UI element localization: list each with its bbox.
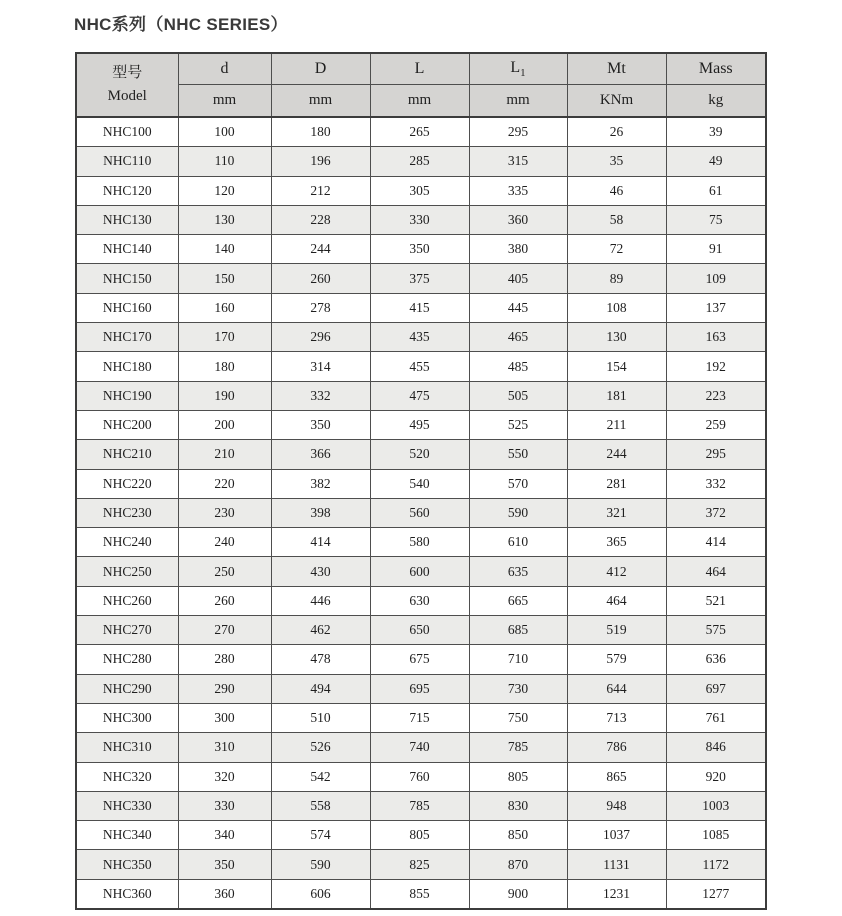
table-row [76,557,766,586]
value-cell: 405 [469,264,567,293]
value-cell: 644 [567,674,666,703]
value-cell: 212 [271,176,370,205]
model-cell: NHC150 [76,264,178,293]
value-cell: 380 [469,235,567,264]
model-cell: NHC190 [76,381,178,410]
value-cell: 372 [666,498,766,527]
value-cell: 697 [666,674,766,703]
value-cell: 72 [567,235,666,264]
model-cell: NHC300 [76,703,178,732]
header-unit-L1: mm [469,85,567,118]
table-row [76,498,766,527]
table-row [76,616,766,645]
header-col-Mt: Mt [567,53,666,85]
value-cell: 180 [271,117,370,147]
model-cell: NHC110 [76,147,178,176]
value-cell: 196 [271,147,370,176]
value-cell: 398 [271,498,370,527]
value-cell: 505 [469,381,567,410]
value-cell: 540 [370,469,469,498]
table-row [76,528,766,557]
value-cell: 365 [567,528,666,557]
table-row [76,821,766,850]
value-cell: 675 [370,645,469,674]
value-cell: 310 [178,733,271,762]
value-cell: 494 [271,674,370,703]
value-cell: 850 [469,821,567,850]
value-cell: 220 [178,469,271,498]
table-row [76,703,766,732]
value-cell: 108 [567,293,666,322]
value-cell: 137 [666,293,766,322]
value-cell: 366 [271,440,370,469]
value-cell: 244 [271,235,370,264]
value-cell: 26 [567,117,666,147]
value-cell: 61 [666,176,766,205]
value-cell: 150 [178,264,271,293]
value-cell: 49 [666,147,766,176]
value-cell: 230 [178,498,271,527]
value-cell: 730 [469,674,567,703]
value-cell: 855 [370,879,469,909]
table-row [76,264,766,293]
value-cell: 91 [666,235,766,264]
model-cell: NHC130 [76,205,178,234]
table-row [76,645,766,674]
header-unit-D: mm [271,85,370,118]
model-cell: NHC250 [76,557,178,586]
model-cell: NHC330 [76,791,178,820]
model-cell: NHC200 [76,410,178,439]
value-cell: 870 [469,850,567,879]
value-cell: 160 [178,293,271,322]
value-cell: 574 [271,821,370,850]
value-cell: 285 [370,147,469,176]
value-cell: 270 [178,616,271,645]
value-cell: 415 [370,293,469,322]
value-cell: 314 [271,352,370,381]
header-col-L1: $L_1$ [469,53,567,85]
table-row [76,147,766,176]
value-cell: 296 [271,323,370,352]
value-cell: 520 [370,440,469,469]
value-cell: 260 [271,264,370,293]
value-cell: 89 [567,264,666,293]
model-cell: NHC340 [76,821,178,850]
value-cell: 610 [469,528,567,557]
value-cell: 575 [666,616,766,645]
spec-table [75,52,767,910]
value-cell: 636 [666,645,766,674]
value-cell: 300 [178,703,271,732]
value-cell: 210 [178,440,271,469]
value-cell: 228 [271,205,370,234]
value-cell: 240 [178,528,271,557]
value-cell: 900 [469,879,567,909]
model-cell: NHC240 [76,528,178,557]
header-model-en: Model [107,88,147,104]
value-cell: 1037 [567,821,666,850]
table-row [76,323,766,352]
value-cell: 464 [666,557,766,586]
value-cell: 350 [271,410,370,439]
value-cell: 360 [469,205,567,234]
value-cell: 830 [469,791,567,820]
value-cell: 305 [370,176,469,205]
value-cell: 1277 [666,879,766,909]
value-cell: 462 [271,616,370,645]
table-header [76,53,766,117]
table-row [76,293,766,322]
value-cell: 130 [178,205,271,234]
table-row [76,235,766,264]
table-row [76,674,766,703]
value-cell: 295 [666,440,766,469]
value-cell: 321 [567,498,666,527]
value-cell: 485 [469,352,567,381]
value-cell: 465 [469,323,567,352]
value-cell: 260 [178,586,271,615]
value-cell: 525 [469,410,567,439]
value-cell: 414 [271,528,370,557]
page-title: NHC系列（NHC SERIES） [74,15,288,34]
value-cell: 786 [567,733,666,762]
value-cell: 846 [666,733,766,762]
value-cell: 445 [469,293,567,322]
value-cell: 350 [370,235,469,264]
value-cell: 519 [567,616,666,645]
model-cell: NHC180 [76,352,178,381]
value-cell: 710 [469,645,567,674]
model-cell: NHC160 [76,293,178,322]
model-cell: NHC210 [76,440,178,469]
value-cell: 100 [178,117,271,147]
value-cell: 495 [370,410,469,439]
model-cell: NHC350 [76,850,178,879]
value-cell: 250 [178,557,271,586]
table-row [76,410,766,439]
model-cell: NHC360 [76,879,178,909]
table-row [76,205,766,234]
model-cell: NHC310 [76,733,178,762]
header-unit-d: mm [178,85,271,118]
table-row [76,850,766,879]
value-cell: 211 [567,410,666,439]
value-cell: 920 [666,762,766,791]
table-row [76,791,766,820]
value-cell: 350 [178,850,271,879]
value-cell: 35 [567,147,666,176]
value-cell: 713 [567,703,666,732]
model-cell: NHC100 [76,117,178,147]
value-cell: 761 [666,703,766,732]
table-body [76,117,766,909]
model-cell: NHC140 [76,235,178,264]
value-cell: 375 [370,264,469,293]
value-cell: 805 [370,821,469,850]
value-cell: 948 [567,791,666,820]
value-cell: 290 [178,674,271,703]
value-cell: 650 [370,616,469,645]
value-cell: 1131 [567,850,666,879]
value-cell: 330 [370,205,469,234]
value-cell: 75 [666,205,766,234]
value-cell: 478 [271,645,370,674]
value-cell: 579 [567,645,666,674]
value-cell: 414 [666,528,766,557]
table-row [76,381,766,410]
value-cell: 685 [469,616,567,645]
value-cell: 455 [370,352,469,381]
table-row [76,117,766,147]
value-cell: 223 [666,381,766,410]
value-cell: 180 [178,352,271,381]
header-col-L: L [370,53,469,85]
value-cell: 475 [370,381,469,410]
value-cell: 600 [370,557,469,586]
value-cell: 265 [370,117,469,147]
value-cell: 110 [178,147,271,176]
value-cell: 635 [469,557,567,586]
value-cell: 200 [178,410,271,439]
value-cell: 330 [178,791,271,820]
value-cell: 825 [370,850,469,879]
table-row [76,469,766,498]
value-cell: 335 [469,176,567,205]
value-cell: 190 [178,381,271,410]
value-cell: 192 [666,352,766,381]
header-model [76,53,178,117]
value-cell: 526 [271,733,370,762]
value-cell: 865 [567,762,666,791]
header-unit-Mt: KNm [567,85,666,118]
value-cell: 430 [271,557,370,586]
value-cell: 154 [567,352,666,381]
value-cell: 281 [567,469,666,498]
value-cell: 39 [666,117,766,147]
value-cell: 181 [567,381,666,410]
value-cell: 412 [567,557,666,586]
value-cell: 140 [178,235,271,264]
model-cell: NHC170 [76,323,178,352]
value-cell: 695 [370,674,469,703]
header-unit-row [76,85,766,118]
value-cell: 244 [567,440,666,469]
value-cell: 360 [178,879,271,909]
value-cell: 785 [469,733,567,762]
table-row [76,879,766,909]
value-cell: 320 [178,762,271,791]
value-cell: 382 [271,469,370,498]
value-cell: 332 [666,469,766,498]
header-name-row [76,53,766,85]
value-cell: 120 [178,176,271,205]
value-cell: 606 [271,879,370,909]
value-cell: 560 [370,498,469,527]
header-col-d: d [178,53,271,85]
value-cell: 446 [271,586,370,615]
table-row [76,352,766,381]
value-cell: 550 [469,440,567,469]
value-cell: 715 [370,703,469,732]
header-col-Mass: Mass [666,53,766,85]
model-cell: NHC280 [76,645,178,674]
value-cell: 590 [469,498,567,527]
model-cell: NHC290 [76,674,178,703]
value-cell: 340 [178,821,271,850]
value-cell: 58 [567,205,666,234]
value-cell: 1231 [567,879,666,909]
value-cell: 665 [469,586,567,615]
value-cell: 109 [666,264,766,293]
table-row [76,440,766,469]
model-cell: NHC220 [76,469,178,498]
value-cell: 315 [469,147,567,176]
value-cell: 542 [271,762,370,791]
header-unit-L: mm [370,85,469,118]
value-cell: 163 [666,323,766,352]
value-cell: 740 [370,733,469,762]
table-row [76,176,766,205]
model-cell: NHC120 [76,176,178,205]
value-cell: 570 [469,469,567,498]
value-cell: 510 [271,703,370,732]
value-cell: 1085 [666,821,766,850]
value-cell: 1172 [666,850,766,879]
value-cell: 435 [370,323,469,352]
value-cell: 130 [567,323,666,352]
table-row [76,733,766,762]
value-cell: 785 [370,791,469,820]
value-cell: 750 [469,703,567,732]
value-cell: 259 [666,410,766,439]
value-cell: 630 [370,586,469,615]
value-cell: 580 [370,528,469,557]
model-cell: NHC270 [76,616,178,645]
value-cell: 1003 [666,791,766,820]
value-cell: 170 [178,323,271,352]
value-cell: 464 [567,586,666,615]
value-cell: 805 [469,762,567,791]
value-cell: 280 [178,645,271,674]
value-cell: 590 [271,850,370,879]
value-cell: 46 [567,176,666,205]
model-cell: NHC320 [76,762,178,791]
value-cell: 760 [370,762,469,791]
table-row [76,586,766,615]
header-col-D: D [271,53,370,85]
header-unit-Mass: kg [666,85,766,118]
header-model-cn: 型号 [112,64,143,81]
model-cell: NHC260 [76,586,178,615]
value-cell: 521 [666,586,766,615]
value-cell: 295 [469,117,567,147]
value-cell: 558 [271,791,370,820]
value-cell: 278 [271,293,370,322]
table-row [76,762,766,791]
value-cell: 332 [271,381,370,410]
model-cell: NHC230 [76,498,178,527]
